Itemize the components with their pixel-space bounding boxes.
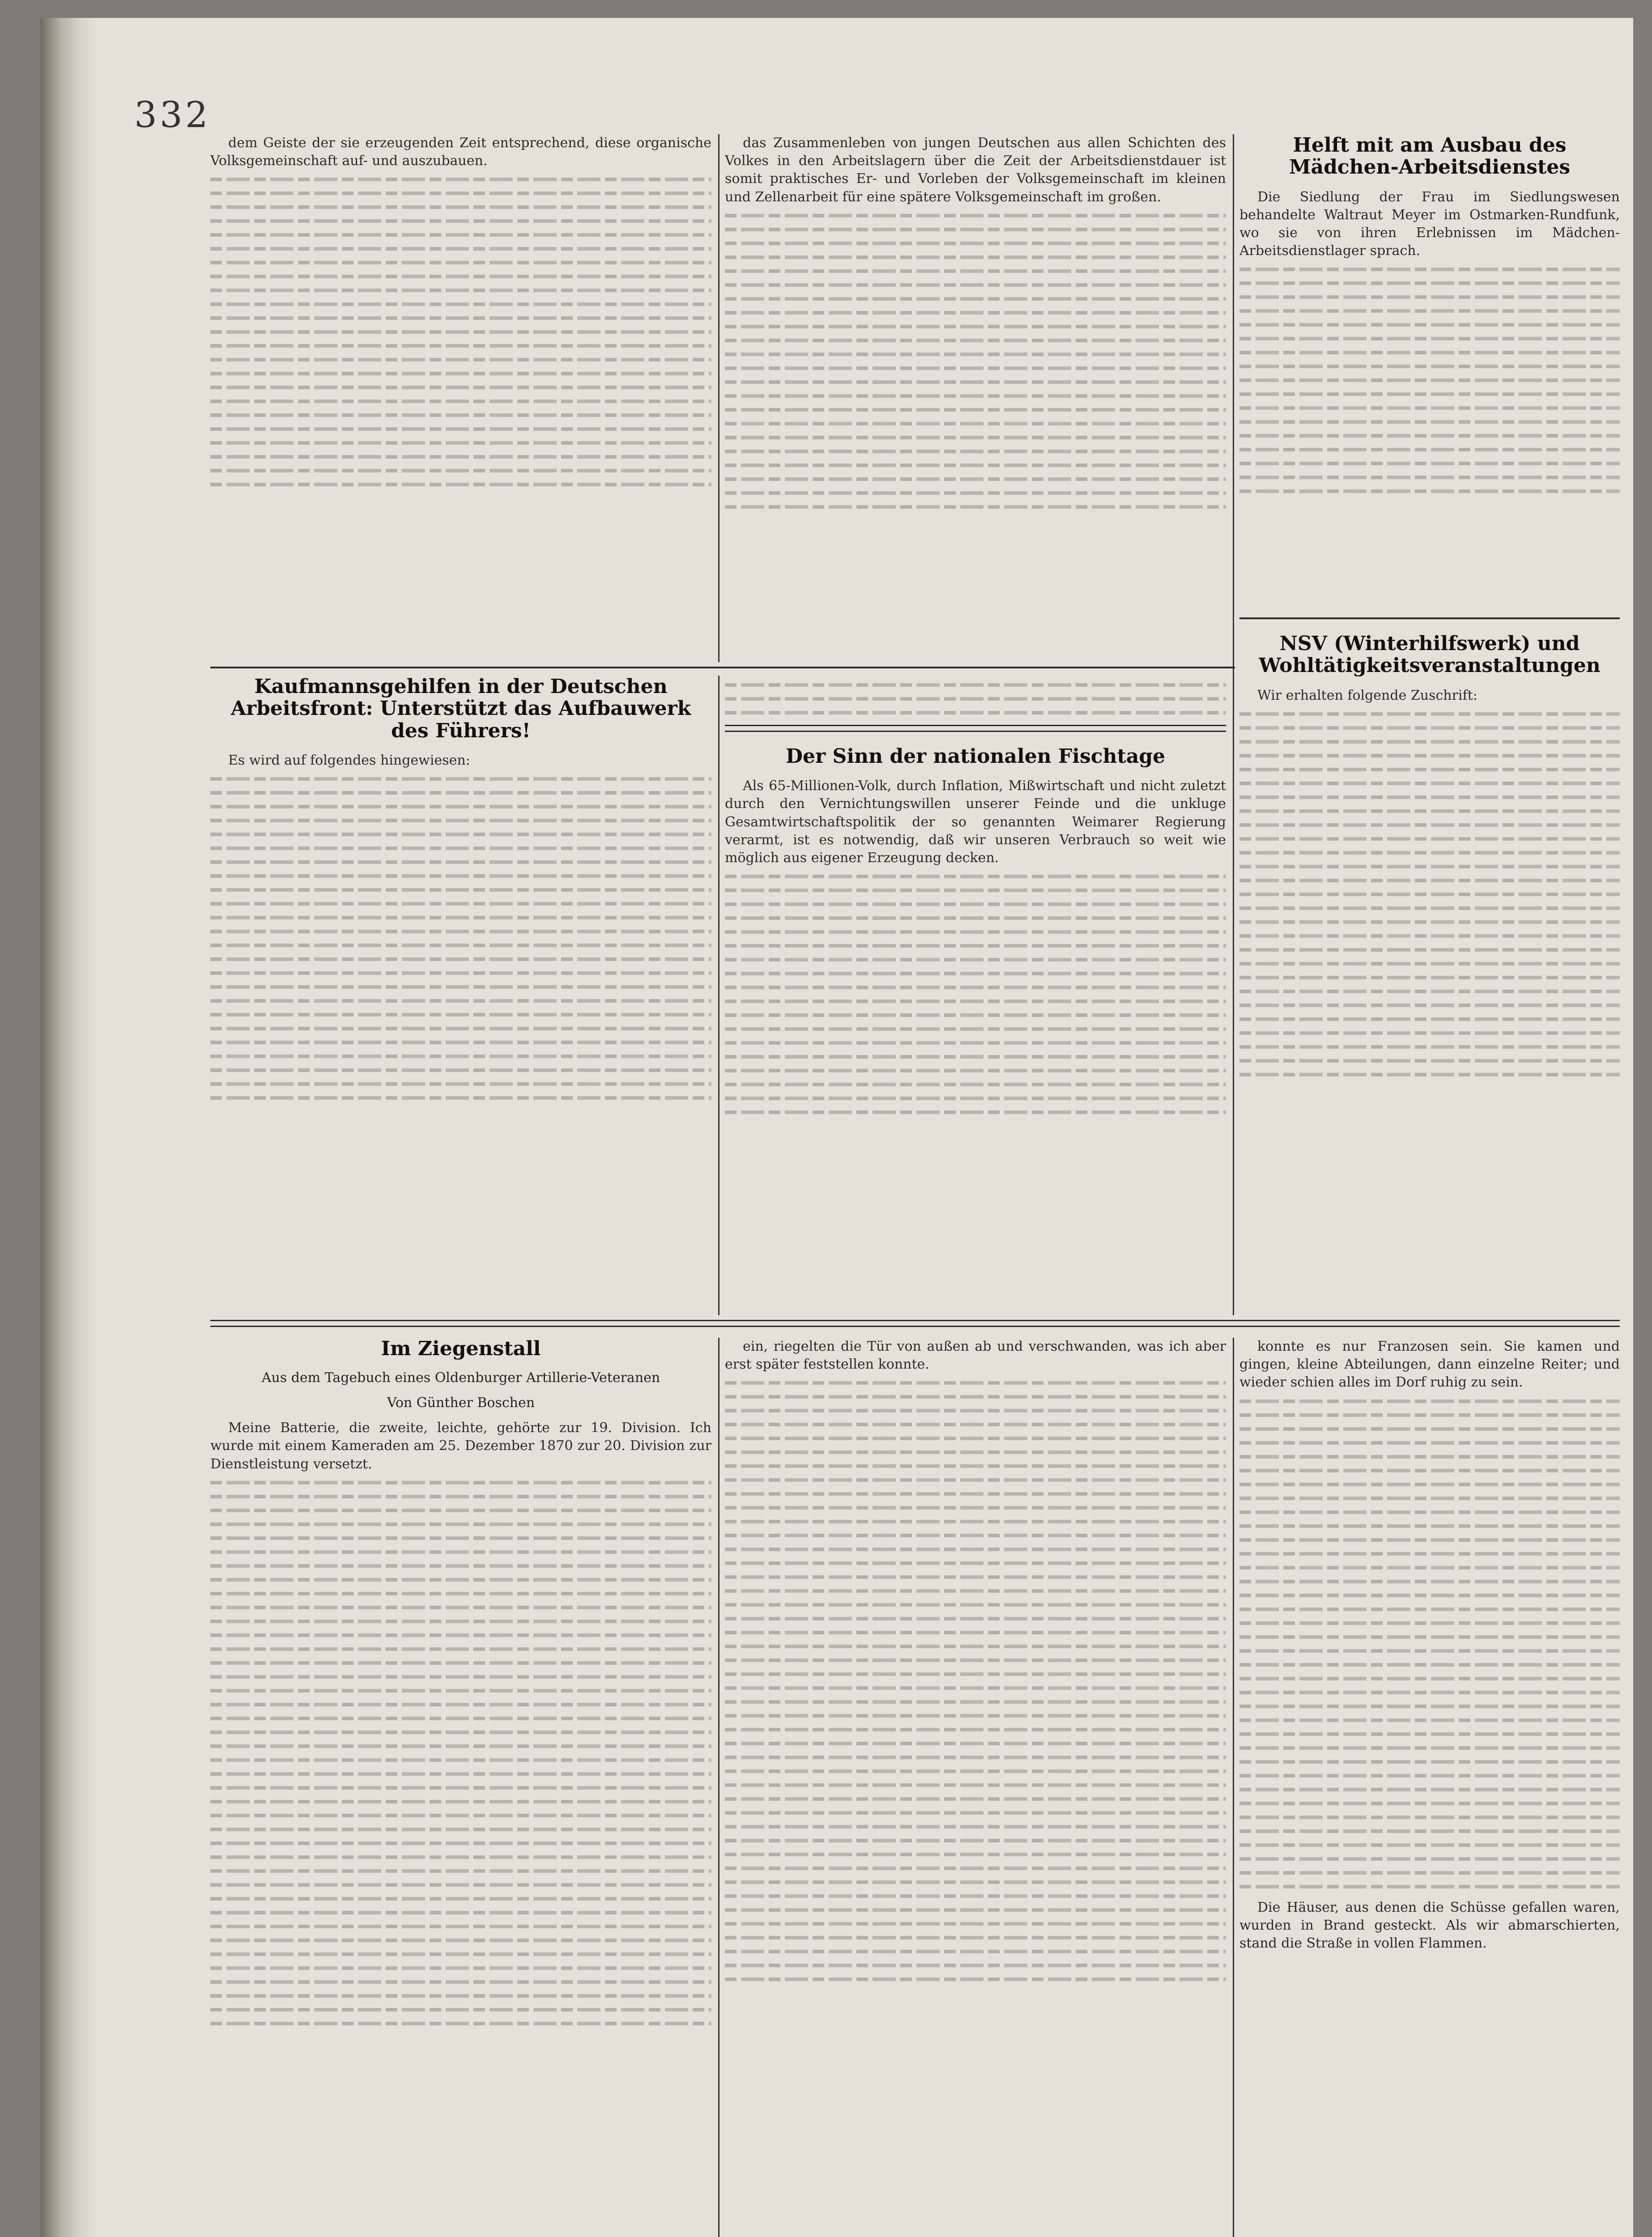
nsv-article	[1239, 617, 1620, 1315]
article-text	[1239, 1338, 1620, 1392]
article-text	[1239, 188, 1620, 260]
article-text	[725, 1338, 1226, 1374]
article-author: Von Günther Boschen	[387, 1395, 535, 1411]
paragraph: Die Siedlung der Frau im Siedlungswesen behandelte Waltraut Meyer im Ostmarken-Rundfunk, wo sie von ihren Erlebnissen im Mädchen-Arbeitsdienstlager sprach.	[1239, 189, 1620, 259]
headline-fischtage: Der Sinn der nationalen Fischtage	[785, 745, 1166, 768]
article-text	[725, 777, 1226, 867]
paragraph: Wir erhalten folgende Zuschrift:	[1257, 687, 1477, 703]
top-column-2	[725, 134, 1226, 662]
kaufmann-article	[210, 676, 711, 1315]
article-text	[1239, 687, 1620, 705]
headline-maedchen-arbeitsdienst: Helft mit am Ausbau des Mädchen-Arbeitsdienstes	[1289, 134, 1571, 179]
paragraph: dem Geiste der sie erzeugenden Zeit entsprechend, diese organische Volksgemeinschaft auf- und auszubauen.	[210, 135, 711, 169]
article-text	[210, 134, 711, 170]
ziegenstall-article	[210, 1338, 711, 2237]
article-text-closing	[1239, 1899, 1620, 1953]
headline-nsv: NSV (Winterhilfswerk) und Wohltätigkeitsveranstaltungen	[1259, 632, 1601, 677]
headline-ziegenstall: Im Ziegenstall	[381, 1338, 541, 1360]
top-column-1	[210, 134, 711, 662]
binding-edge	[40, 18, 98, 2237]
ziegenstall-continued-col2	[725, 1338, 1226, 2237]
page-number: 332	[134, 94, 211, 136]
headline-kaufmannsgehilfen: Kaufmannsgehilfen in der Deutschen Arbeitsfront: Unterstützt das Aufbauwerk des Führers!	[230, 676, 691, 742]
top-column-3	[1239, 134, 1620, 626]
article-text	[210, 1419, 711, 1473]
fischtage-article	[725, 676, 1226, 1315]
paragraph: Die Häuser, aus denen die Schüsse gefallen waren, wurden in Brand gesteckt. Als wir abmarschierten, stand die Straße in vollen Flammen.	[1239, 1899, 1620, 1951]
newspaper-page	[40, 18, 1633, 2237]
article-text	[725, 134, 1226, 206]
paragraph: Meine Batterie, die zweite, leichte, gehörte zur 19. Division. Ich wurde mit einem Kameraden am 25. Dezember 1870 zur 20. Division zur Dienstleistung versetzt.	[210, 1420, 711, 1472]
paragraph: Als 65-Millionen-Volk, durch Inflation, Mißwirtschaft und nicht zuletzt durch den Vernichtungswillen unserer Feinde und die unkluge Gesamtwirtschaftspolitik der so genannten Weimarer Regierung verarmt, ist es notwendig, daß wir unseren Verbrauch so weit wie möglich aus eigener Erzeugung decken.	[725, 778, 1226, 866]
ziegenstall-continued-col3	[1239, 1338, 1620, 2237]
article-text	[210, 752, 711, 770]
article-subtitle: Aus dem Tagebuch eines Oldenburger Artillerie-Veteranen	[261, 1370, 660, 1386]
paragraph: konnte es nur Franzosen sein. Sie kamen und gingen, kleine Abteilungen, dann einzelne Reiter; und wieder schien alles im Dorf ruhig zu sein.	[1239, 1339, 1620, 1391]
paragraph: ein, riegelten die Tür von außen ab und verschwanden, was ich aber erst später feststellen konnte.	[725, 1339, 1226, 1373]
paragraph: Es wird auf folgendes hingewiesen:	[228, 752, 470, 768]
paragraph: das Zusammenleben von jungen Deutschen aus allen Schichten des Volkes in den Arbeitslagern über die Zeit der Arbeitsdienstdauer ist somit praktisches Er- und Vorleben der Volksgemeinschaft im kleinen und Zellenarbeit für eine spätere Volksgemeinschaft im großen.	[725, 135, 1226, 205]
